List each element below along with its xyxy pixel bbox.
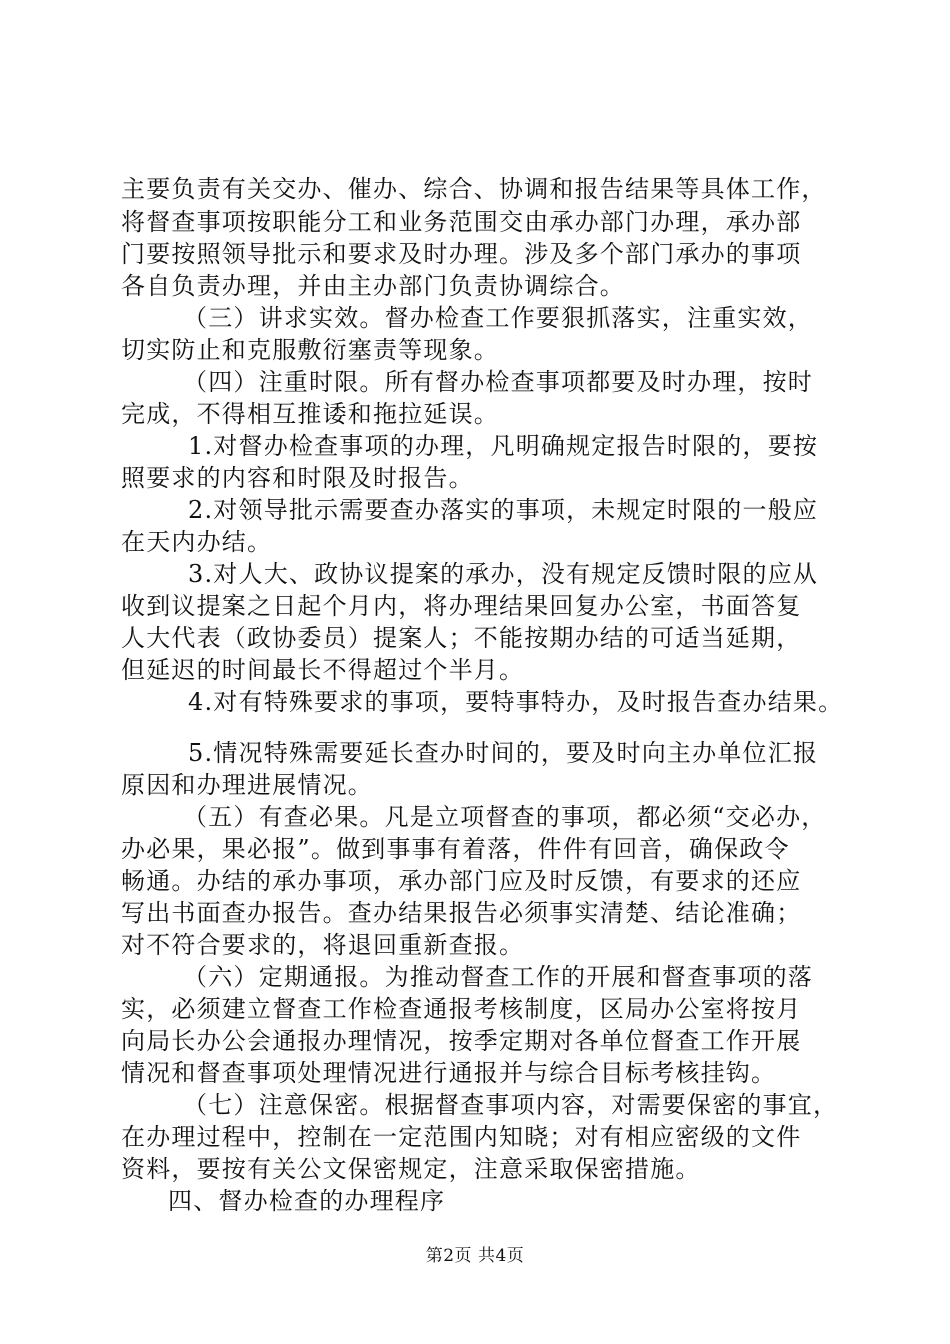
text-line: （五）有查必果。凡是立项督查的事项，都必须“交必办， — [183, 803, 827, 831]
text-line: 对不符合要求的，将退回重新查报。 — [121, 931, 525, 959]
text-line: 实，必须建立督查工作检查通报考核制度，区局办公室将按月 — [121, 995, 802, 1023]
text-line: （三）讲求实效。督办检查工作要狠抓落实，注重实效， — [183, 304, 813, 332]
text-line: 4.对有特殊要求的事项，要特事特办，及时报告查办结果。 — [188, 688, 844, 716]
page-footer: 第2页 共4页 — [425, 1246, 525, 1266]
text-line: 原因和办理进展情况。 — [121, 771, 373, 799]
text-line: 写出书面查办报告。查办结果报告必须事实清楚、结论准确； — [121, 899, 802, 927]
text-line: 收到议提案之日起个月内，将办理结果回复办公室，书面答复 — [121, 592, 802, 620]
text-line: 完成，不得相互推诿和拖拉延误。 — [121, 400, 499, 428]
text-line: 情况和督查事项处理情况进行通报并与综合目标考核挂钩。 — [121, 1059, 777, 1087]
text-line: 资料，要按有关公文保密规定，注意采取保密措施。 — [121, 1155, 701, 1183]
text-line: 畅通。办结的承办事项，承办部门应及时反馈，有要求的还应 — [121, 867, 802, 895]
text-line: 主要负责有关交办、催办、综合、协调和报告结果等具体工作， — [121, 175, 827, 203]
text-line: 照要求的内容和时限及时报告。 — [121, 464, 474, 492]
text-line: 1.对督办检查事项的办理，凡明确规定报告时限的，要按 — [188, 432, 819, 460]
text-line: 在天内办结。 — [121, 528, 273, 556]
text-line: 但延迟的时间最长不得超过个半月。 — [121, 656, 525, 684]
text-line: 门要按照领导批示和要求及时办理。涉及多个部门承办的事项 — [121, 240, 802, 268]
text-line: 切实防止和克服敷衍塞责等现象。 — [121, 336, 499, 364]
text-line: 2.对领导批示需要查办落实的事项，未规定时限的一般应 — [188, 496, 819, 524]
text-line: 各自负责办理，并由主办部门负责协调综合。 — [121, 272, 625, 300]
text-line: 向局长办公会通报办理情况，按季定期对各单位督查工作开展 — [121, 1027, 802, 1055]
text-line: 人大代表（政协委员）提案人；不能按期办结的可适当延期， — [121, 624, 802, 652]
text-line: （七）注意保密。根据督查事项内容，对需要保密的事宜， — [183, 1091, 839, 1119]
text-line: （四）注重时限。所有督办检查事项都要及时办理，按时 — [183, 368, 813, 396]
text-line: 5.情况特殊需要延长查办时间的，要及时向主办单位汇报 — [188, 739, 819, 767]
text-line: 3.对人大、政协议提案的承办，没有规定反馈时限的应从 — [188, 560, 819, 588]
text-line: 在办理过程中，控制在一定范围内知晓；对有相应密级的文件 — [121, 1123, 802, 1151]
text-line: 将督查事项按职能分工和业务范围交由承办部门办理，承办部 — [121, 208, 802, 236]
text-line: 办必果，果必报”。做到事事有着落，件件有回音，确保政令 — [121, 835, 790, 863]
section-heading: 四、督办检查的办理程序 — [168, 1187, 446, 1215]
text-line: （六）定期通报。为推动督查工作的开展和督查事项的落 — [183, 963, 813, 991]
